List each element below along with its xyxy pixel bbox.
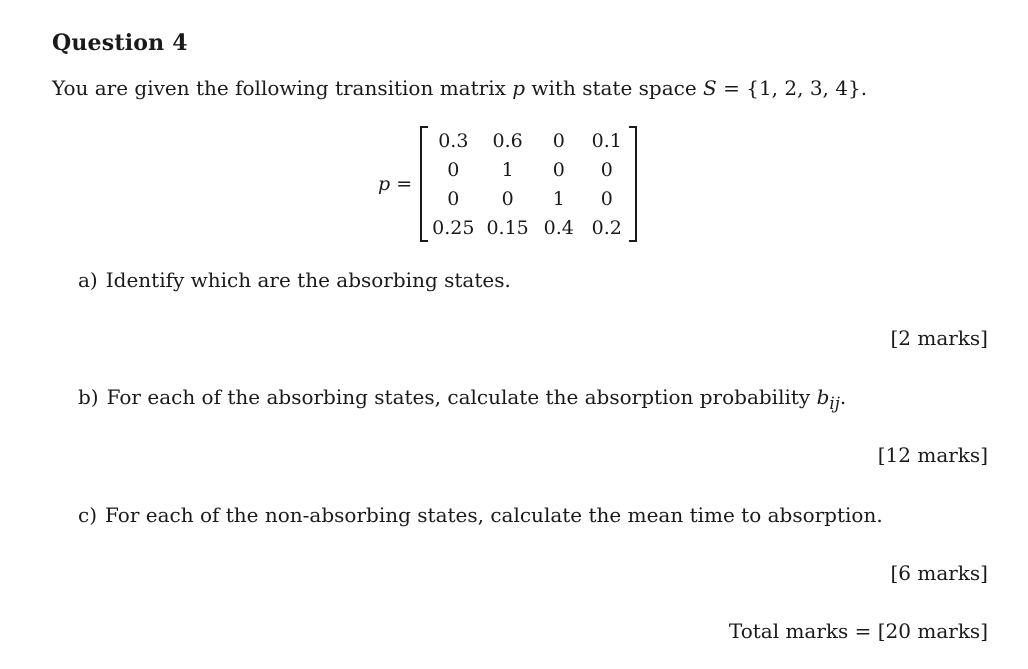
part-a-label: a) xyxy=(78,268,98,292)
question-heading: Question 4 xyxy=(52,30,188,56)
matrix-cell: 0 xyxy=(600,187,613,210)
part-b-suffix: . xyxy=(839,385,847,409)
part-c-label: c) xyxy=(78,503,98,527)
matrix-variable: p xyxy=(378,173,391,195)
matrix-cell: 0.15 xyxy=(486,216,529,239)
part-b-label: b) xyxy=(78,385,99,409)
matrix-cell: 0 xyxy=(552,158,565,181)
part-b-subscript: ij xyxy=(829,394,840,413)
question-intro xyxy=(52,76,867,100)
part-b-variable: b xyxy=(816,385,830,409)
intro-matrix-variable: p xyxy=(512,76,526,100)
matrix-row xyxy=(426,213,631,242)
part-b xyxy=(78,385,846,413)
transition-matrix-equation xyxy=(378,126,637,242)
total-marks: Total marks = [20 marks] xyxy=(728,619,988,643)
matrix-cell: 0 xyxy=(552,129,565,152)
matrix-cell: 0.3 xyxy=(438,129,469,152)
matrix-row xyxy=(426,155,631,184)
matrix-cell: 0 xyxy=(447,187,460,210)
part-b-text: For each of the absorbing states, calculate the absorption probability xyxy=(106,385,817,409)
matrix-row xyxy=(426,184,631,213)
matrix-row xyxy=(426,126,631,155)
part-a xyxy=(78,268,511,292)
matrix-table xyxy=(426,126,631,242)
intro-mid-text: with state space xyxy=(525,76,704,100)
intro-text: You are given the following transition matrix xyxy=(52,76,513,100)
matrix-cell: 0.1 xyxy=(591,129,622,152)
matrix-equals: = xyxy=(390,173,413,195)
matrix-cell: 0.2 xyxy=(591,216,622,239)
intro-state-space: = {1, 2, 3, 4}. xyxy=(716,76,868,100)
part-c-marks: [6 marks] xyxy=(890,561,988,585)
intro-state-space-variable: S xyxy=(703,76,717,100)
part-c xyxy=(78,503,883,527)
part-a-text: Identify which are the absorbing states. xyxy=(105,268,511,292)
matrix-cell: 0 xyxy=(447,158,460,181)
matrix-body xyxy=(426,126,631,242)
matrix-lhs xyxy=(378,173,412,195)
matrix-cell: 1 xyxy=(501,158,514,181)
matrix-cell: 0.25 xyxy=(432,216,475,239)
matrix-cell: 0 xyxy=(501,187,514,210)
matrix-cell: 0.4 xyxy=(543,216,574,239)
transition-matrix xyxy=(420,126,637,242)
matrix-cell: 1 xyxy=(552,187,565,210)
matrix-cell: 0 xyxy=(600,158,613,181)
part-c-text: For each of the non-absorbing states, calculate the mean time to absorption. xyxy=(105,503,883,527)
part-a-marks: [2 marks] xyxy=(890,326,988,350)
part-b-marks: [12 marks] xyxy=(877,443,988,467)
matrix-cell: 0.6 xyxy=(492,129,523,152)
